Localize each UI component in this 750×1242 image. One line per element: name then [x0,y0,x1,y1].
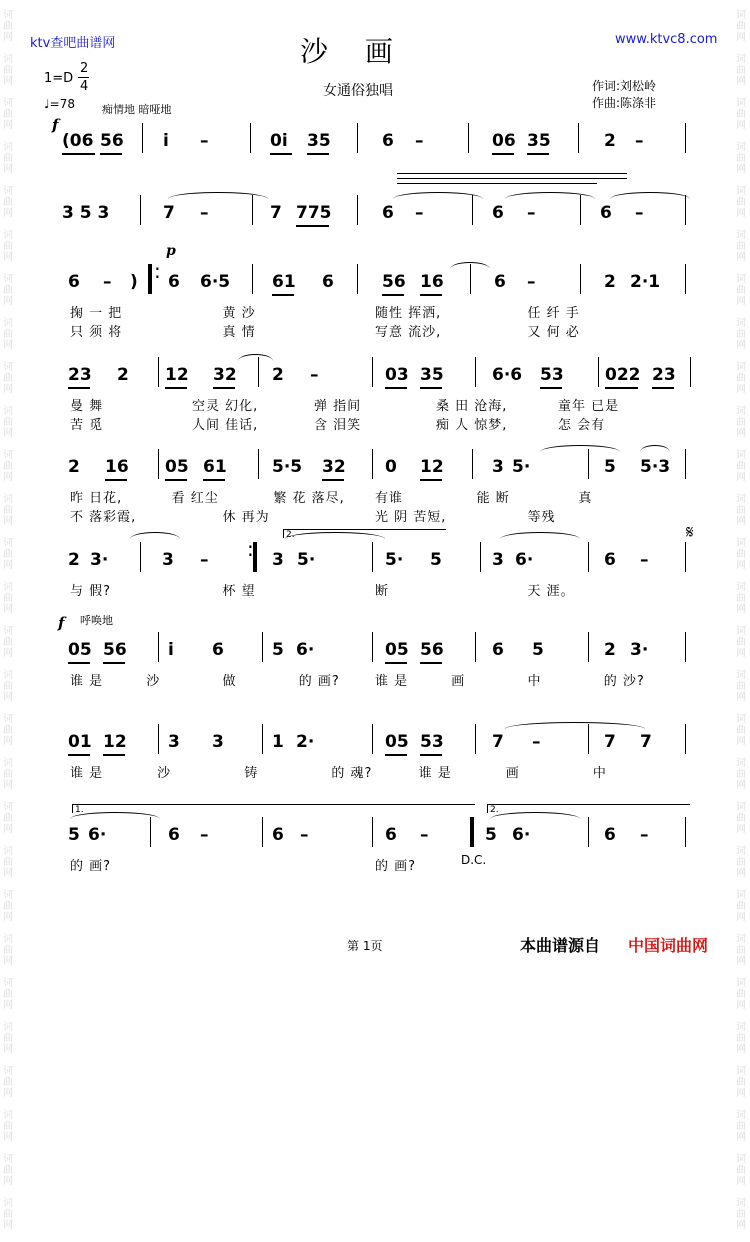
barline [372,632,373,662]
beam-line [203,479,225,481]
note: 6 [212,640,224,660]
beam-line [420,479,442,481]
watermark-right: 词 曲 网 词 曲 网 词 曲 网 词 曲 网 词 曲 网 词 曲 网 词 曲 网 词 曲 网 词 曲 网 词 曲 网 词 曲 网 词 曲 网 词 曲 网 词 曲 网 词 曲 网 词 曲 网 词 曲 网 词 曲 网 词 曲 网 词 曲 网 词 曲 网 词 曲 网 词 曲 网 词 曲 网 词 曲 网 词 曲 网 词 曲 网 词 曲 网 [736,10,746,1231]
note: i [168,640,174,660]
barline [252,195,253,225]
note: – [640,550,649,570]
note: 03 [385,365,409,385]
note: – [415,131,424,151]
beam-line [165,479,187,481]
note: 56 [100,131,124,151]
barline [685,449,686,479]
beam-line [420,754,442,756]
note: 6· [296,640,315,660]
note: 0i [270,131,288,151]
time-top: 2 [80,61,89,76]
note: i [163,131,169,151]
beam-line [165,387,187,389]
note: 7 [270,203,282,223]
beam-line [420,662,442,664]
source-name: 中国词曲网 [628,936,709,955]
lyric: 看 红尘 [171,491,219,506]
slur [500,532,580,539]
note: 6 [604,825,616,845]
barline [148,264,152,294]
note: 2·1 [630,272,661,292]
note: 3 [492,457,504,477]
lyric: 天 涯。 [527,584,575,599]
slur [393,192,483,199]
note: 5· [385,550,404,570]
page-number: 第 1页 [347,939,383,953]
lyric: 桑 田 沧海, [436,399,508,414]
note: 05 [385,640,409,660]
note: – [420,825,429,845]
note: 5 [430,550,442,570]
lyric: 昨 日花, [70,491,123,506]
note: 6 [600,203,612,223]
note: 6 [604,550,616,570]
note: 16 [420,272,444,292]
slur [130,532,180,539]
lyric: 沙 [146,674,161,689]
slur [168,192,268,199]
barline [372,449,373,479]
time-bottom: 4 [80,79,89,94]
barline [258,449,259,479]
barline [588,817,589,847]
barline [472,195,473,225]
note: 2 [604,272,616,292]
lyric: 怎 会有 [558,418,606,433]
slur [70,812,160,819]
note: – [200,203,209,223]
crescendo-line [397,173,627,174]
barline [685,724,686,754]
barline [357,264,358,294]
note: 05 [165,457,189,477]
barline [480,542,481,572]
note: 53 [420,732,444,752]
source-label: 本曲谱源自 [520,936,601,955]
note: 5 [68,825,80,845]
note: 7 [163,203,175,223]
barline [685,542,686,572]
note: 35 [307,131,331,151]
lyric: 谁 是 [418,766,452,781]
note: 56 [103,640,127,660]
note: 05 [68,640,92,660]
lyric: 能 断 [476,491,510,506]
note: 5 [532,640,544,660]
barline [262,632,263,662]
lyric: 弹 指间 [314,399,362,414]
slur [450,262,490,269]
forte-mark: f [52,116,59,134]
barline [475,724,476,754]
barline [685,195,686,225]
note: 775 [296,203,332,223]
watermark-left: 词 曲 网 词 曲 网 词 曲 网 词 曲 网 词 曲 网 词 曲 网 词 曲 网 词 曲 网 词 曲 网 词 曲 网 词 曲 网 词 曲 网 词 曲 网 词 曲 网 词 曲 网 词 曲 网 词 曲 网 词 曲 网 词 曲 网 词 曲 网 词 曲 网 词 曲 网 词 曲 网 词 曲 网 词 曲 网 词 曲 网 词 曲 网 词 曲 网 [3,10,13,1231]
barline [158,357,159,387]
lyric: 的 画? [375,859,417,874]
slur [490,812,580,819]
lyric: 画 [451,674,466,689]
note: 35 [420,365,444,385]
barline [685,264,686,294]
note: 2 [68,550,80,570]
song-subtitle: 女通俗独唱 [323,83,393,99]
note: 61 [272,272,296,292]
barline [685,817,686,847]
note: – [200,550,209,570]
slur [540,445,620,452]
note: 6· [512,825,531,845]
beam-line [213,387,235,389]
lyric: 谁 是 [70,766,104,781]
barline [580,264,581,294]
song-title: 沙 画 [300,35,407,68]
lyric: 沙 [157,766,172,781]
lyric: 曼 舞 [70,399,104,414]
beam-line [540,387,562,389]
lyric: 含 泪笑 [314,418,362,433]
lyric: 中 [592,766,607,781]
note: 7 [640,732,652,752]
barline [142,123,143,153]
note: – [527,203,536,223]
lyric: 人间 佳话, [192,418,259,433]
lyric: 谁 是 [375,674,409,689]
note: – [103,272,112,292]
note: 12 [165,365,189,385]
beam-line [652,387,674,389]
barline [468,123,469,153]
barline [685,123,686,153]
lyric: 的 沙? [603,674,645,689]
beam-line [322,479,344,481]
note: 3 [492,550,504,570]
beam-line [296,225,329,227]
repeat-dots: : [247,537,254,561]
note: 022 [605,365,641,385]
note: – [635,203,644,223]
beam-line [385,754,407,756]
beam-line [382,294,404,296]
lyric: 铸 [244,766,259,781]
lyric: 等残 [527,510,556,525]
lyric: 随性 挥洒, [375,306,442,321]
beam-line [68,754,90,756]
note: 6 [382,203,394,223]
lyric: 做 [222,674,237,689]
note: ) [130,272,138,292]
slur [505,192,595,199]
note: 05 [385,732,409,752]
beam-line [605,387,638,389]
lyric: 苦 觅 [70,418,104,433]
barline [150,817,151,847]
note: 3· [630,640,649,660]
beam-line [307,153,329,155]
barline [262,724,263,754]
barline [475,357,476,387]
barline [598,357,599,387]
key-signature: 1=D [44,71,74,86]
beam-line [68,662,90,664]
lyric: 断 [375,584,390,599]
barline [578,123,579,153]
beam-line [103,662,125,664]
note: – [415,203,424,223]
note: 1 [272,732,284,752]
beam-line [420,294,442,296]
note: 32 [322,457,346,477]
note: 32 [213,365,237,385]
time-divider [78,77,89,78]
barline [357,123,358,153]
note: 6 [168,825,180,845]
slur [610,192,690,199]
lyric: 只 须 将 [70,325,123,340]
volta-1-label: 1. [75,805,84,815]
barline [258,357,259,387]
lyric: 谁 是 [70,674,104,689]
barline [372,724,373,754]
note: – [640,825,649,845]
note: – [527,272,536,292]
barline [580,195,581,225]
note: 6·6 [492,365,523,385]
note: 5· [512,457,531,477]
lyric: 的 魂? [331,766,373,781]
barline [262,817,263,847]
note: 2 [117,365,129,385]
note: 6 [492,640,504,660]
note: 12 [103,732,127,752]
slur [640,445,670,452]
barline [372,542,373,572]
note: 6 [168,272,180,292]
barline [685,632,686,662]
barline [250,123,251,153]
beam-line [385,662,407,664]
segno-sign: 𝄋 [686,522,694,543]
note: 3 [162,550,174,570]
beam-line [62,153,95,155]
note: 7 [492,732,504,752]
barline [588,632,589,662]
note: 6 [272,825,284,845]
barline [158,632,159,662]
lyric: 写意 流沙, [375,325,442,340]
call-expression: 呼唤地 [80,614,113,627]
note: 56 [382,272,406,292]
beam-line [105,479,127,481]
barline [158,449,159,479]
note: 6 [494,272,506,292]
lyric: 繁 花 落尽, [273,491,345,506]
note: 5 [604,457,616,477]
barline [140,195,141,225]
lyric: 休 再为 [222,510,270,525]
lyricist: 作词:刘松岭 [592,79,657,93]
barline [470,817,474,847]
note: 3 5 3 [62,203,110,223]
note: 2· [296,732,315,752]
note: 01 [68,732,92,752]
lyric: 童年 已是 [558,399,620,414]
lyric: 掬 一 把 [70,306,123,321]
beam-line [103,754,125,756]
note: – [310,365,319,385]
lyric: 的 画? [298,674,340,689]
lyric: 空灵 幻化, [192,399,259,414]
lyric: 痴 人 惊梦, [436,418,508,433]
note: – [300,825,309,845]
note: 6 [492,203,504,223]
expression-mark: 痴情地 暗哑地 [102,103,172,116]
note: 3· [90,550,109,570]
slur [238,354,273,361]
note: 53 [540,365,564,385]
site-label-left: ktv查吧曲谱网 [30,36,116,51]
beam-line [100,153,122,155]
lyric: 的 画? [70,859,112,874]
lyric: 真 情 [222,325,256,340]
note: 6 [68,272,80,292]
slur [285,532,385,539]
barline [690,357,691,387]
dc-mark: D.C. [461,853,487,867]
crescendo-line [397,178,627,179]
barline [372,817,373,847]
barline [372,357,373,387]
note: 3 [212,732,224,752]
note: 6 [385,825,397,845]
piano-mark: p [166,243,176,259]
note: 12 [420,457,444,477]
barline [588,542,589,572]
lyric: 杯 望 [222,584,256,599]
lyric: 中 [527,674,542,689]
note: 35 [527,131,551,151]
note: 3 [168,732,180,752]
tempo: ♩=78 [44,97,75,111]
barline [472,449,473,479]
note: 3 [272,550,284,570]
note: 6 [322,272,334,292]
barline [475,632,476,662]
note: 56 [420,640,444,660]
lyric: 任 纤 手 [527,306,580,321]
lyric: 黄 沙 [222,306,256,321]
note: 23 [68,365,92,385]
composer: 作曲:陈涤非 [592,96,657,110]
barline [588,449,589,479]
note: 5 [485,825,497,845]
note: 2 [604,131,616,151]
beam-line [527,153,549,155]
beam-line [68,387,90,389]
barline [158,724,159,754]
beam-line [385,387,407,389]
barline [140,542,141,572]
volta-2-label: 2. [490,805,499,815]
note: 5·5 [272,457,303,477]
note: 06 [492,131,516,151]
note: 0 [385,457,397,477]
note: 5· [297,550,316,570]
note: 5·3 [640,457,671,477]
volta-2-upper-label: 2. [286,530,295,540]
note: 61 [203,457,227,477]
note: 2 [272,365,284,385]
lyric: 不 落彩霞, [70,510,137,525]
note: – [200,131,209,151]
note: 6· [88,825,107,845]
note: 6· [515,550,534,570]
note: 6 [382,131,394,151]
note: 2 [604,640,616,660]
slur [505,722,645,729]
lyric: 与 假? [70,584,112,599]
note: – [200,825,209,845]
lyric: 真 [578,491,593,506]
note: 5 [272,640,284,660]
barline [357,195,358,225]
lyric: 画 [505,766,520,781]
lyric: 光 阴 苦短, [375,510,447,525]
note: – [635,131,644,151]
beam-line [420,387,442,389]
note: 6·5 [200,272,231,292]
repeat-dots: : [154,259,161,283]
note: 7 [604,732,616,752]
barline [252,264,253,294]
site-label-right: www.ktvc8.com [615,32,718,47]
note: 23 [652,365,676,385]
note: (06 [62,131,94,151]
beam-line [272,294,294,296]
lyric: 有谁 [375,491,404,506]
crescendo-line [397,183,597,184]
note: – [532,732,541,752]
beam-line [492,153,514,155]
lyric: 又 何 必 [527,325,580,340]
forte-mark-2: f [58,614,65,632]
beam-line [270,153,292,155]
note: 2 [68,457,80,477]
note: 16 [105,457,129,477]
